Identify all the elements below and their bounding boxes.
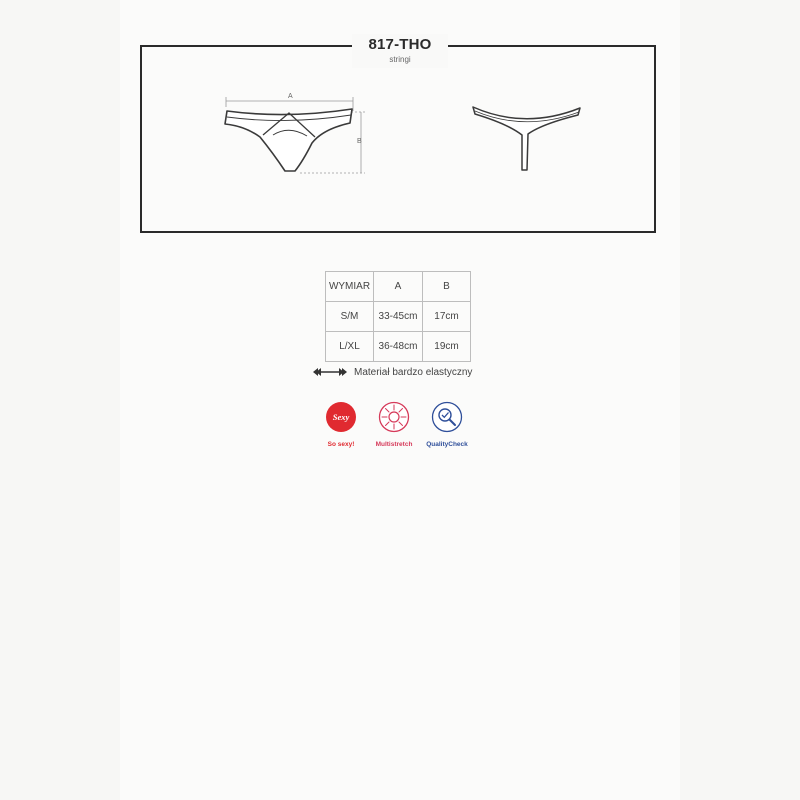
size-table [325, 271, 471, 362]
table-cell: S/M [326, 302, 374, 332]
badge-quality-check [425, 401, 469, 448]
table-header-cell: WYMIAR [326, 272, 374, 302]
badge-so-sexy [319, 401, 363, 448]
stretch-arrows-icon [312, 367, 348, 377]
badge-label: So sexy! [327, 441, 355, 448]
material-note [312, 365, 472, 379]
table-header-cell: B [423, 272, 471, 302]
table-cell: 19cm [423, 332, 471, 362]
product-code: 817-THO [368, 36, 432, 53]
sexy-badge-text: Sexy [332, 412, 350, 422]
table-cell: 33-45cm [374, 302, 423, 332]
sexy-badge-icon [325, 401, 357, 433]
dimension-a-label: A [288, 93, 293, 100]
badge-label: QualityCheck [426, 441, 468, 448]
table-header-row [326, 272, 471, 302]
dimension-b-label: B [357, 138, 362, 145]
multistretch-icon [378, 401, 410, 433]
badge-multistretch [372, 401, 416, 448]
table-row [326, 332, 471, 362]
badge-label: Multistretch [375, 441, 413, 448]
table-row [326, 302, 471, 332]
product-heading [352, 34, 448, 68]
quality-check-icon [431, 401, 463, 433]
back-view-drawing [470, 100, 585, 175]
table-cell: L/XL [326, 332, 374, 362]
table-cell: 17cm [423, 302, 471, 332]
table-cell: 36-48cm [374, 332, 423, 362]
product-type: stringi [389, 55, 411, 64]
table-header-cell: A [374, 272, 423, 302]
material-note-text: Materiał bardzo elastyczny [354, 366, 473, 378]
front-view-drawing [215, 85, 375, 180]
feature-badges [326, 401, 476, 451]
